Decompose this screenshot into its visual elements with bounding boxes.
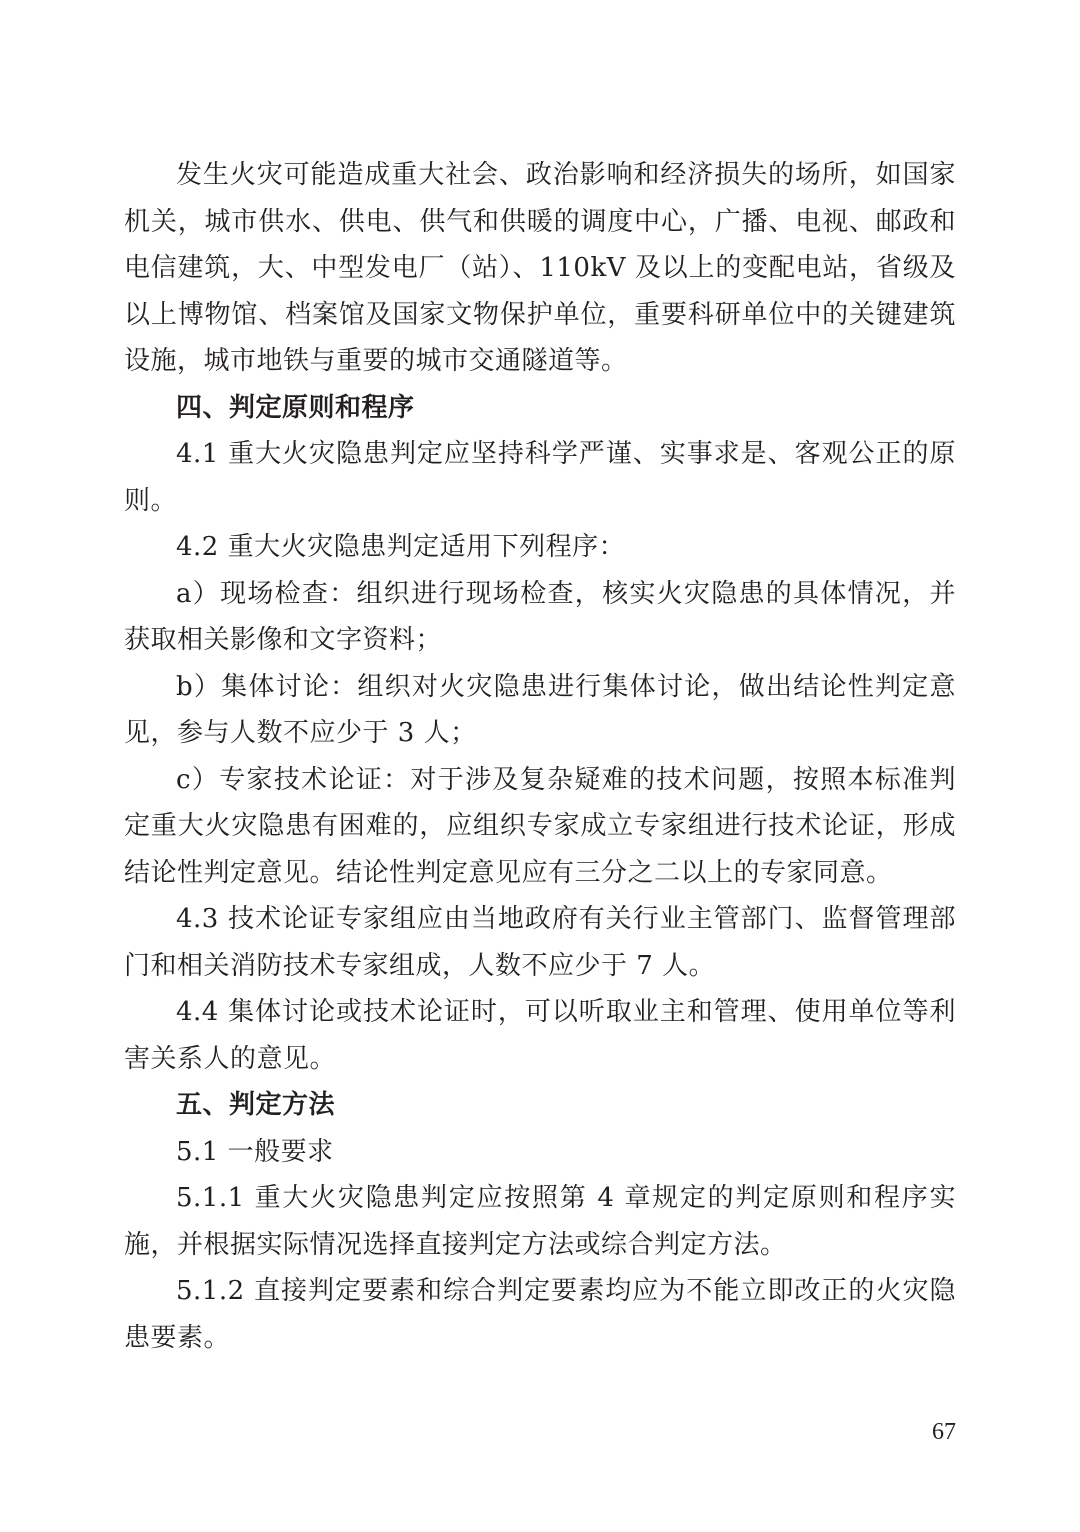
section-heading-principles: 四、判定原则和程序 <box>176 392 415 423</box>
section-heading-methods: 五、判定方法 <box>176 1090 336 1120</box>
paragraph-4-2-c: c）专家技术论证：对于涉及复杂疑难的技术问题，按照本标准判定重大火灾隐患有困难的，应组织专家成立专家组进行技术论证，形成结论性判定意见。结论性判定意见应有三分之二以上的专家同意。 <box>124 764 956 888</box>
paragraph-4-2: 4.2 重大火灾隐患判定适用下列程序： <box>176 532 626 562</box>
page-number: 67 <box>932 1419 956 1445</box>
paragraph-4-4: 4.4 集体讨论或技术论证时，可以听取业主和管理、使用单位等利害关系人的意见。 <box>124 997 956 1074</box>
paragraph-4-1: 4.1 重大火灾隐患判定应坚持科学严谨、实事求是、客观公正的原则。 <box>124 439 956 516</box>
document-body <box>124 152 956 1361</box>
paragraph-5-1: 5.1 一般要求 <box>176 1136 334 1167</box>
paragraph-5-1-1: 5.1.1 重大火灾隐患判定应按照第 4 章规定的判定原则和程序实施，并根据实际情况选择直接判定方法或综合判定方法。 <box>124 1183 956 1260</box>
paragraph-scope-continuation: 发生火灾可能造成重大社会、政治影响和经济损失的场所，如国家机关，城市供水、供电、供气和供暖的调度中心，广播、电视、邮政和电信建筑，大、中型发电厂（站）、110kV 及以上的变配电站，省级及以上博物馆、档案馆及国家文物保护单位，重要科研单位中的关键建筑设施，城市地铁与重要的城市交通隧道等。 <box>124 160 956 376</box>
paragraph-4-3: 4.3 技术论证专家组应由当地政府有关行业主管部门、监督管理部门和相关消防技术专家组成，人数不应少于 7 人。 <box>124 904 956 981</box>
paragraph-4-2-a: a）现场检查：组织进行现场检查，核实火灾隐患的具体情况，并获取相关影像和文字资料； <box>124 578 956 655</box>
paragraph-4-2-b: b）集体讨论：组织对火灾隐患进行集体讨论，做出结论性判定意见，参与人数不应少于 3 人； <box>124 671 956 748</box>
paragraph-5-1-2: 5.1.2 直接判定要素和综合判定要素均应为不能立即改正的火灾隐患要素。 <box>124 1276 956 1353</box>
